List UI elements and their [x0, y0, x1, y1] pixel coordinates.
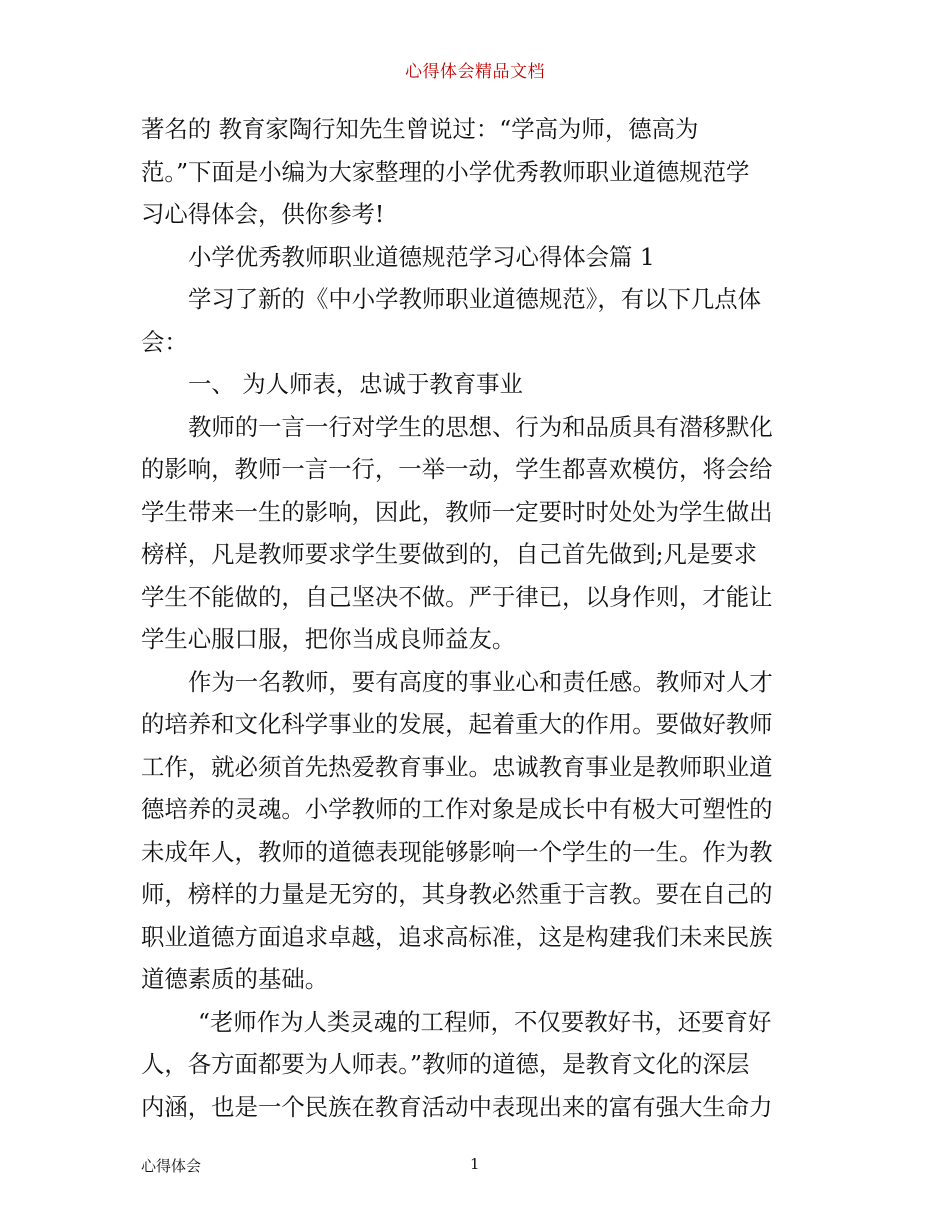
section-title: 小学优秀教师职业道德规范学习心得体会篇 1 — [188, 242, 655, 271]
body-line: 人，各方面都要为人师表。”教师的道德，是教育文化的深层 — [141, 1050, 750, 1078]
body-line: 范。”下面是小编为大家整理的小学优秀教师职业道德规范学 — [141, 157, 750, 186]
body-line: 的影响，教师一言一行，一举一动，学生都喜欢模仿，将会给 — [141, 455, 773, 483]
body-line: 德培养的灵魂。小学教师的工作对象是成长中有极大可塑性的 — [141, 795, 773, 823]
body-line: 习心得体会，供你参考! — [141, 200, 385, 228]
body-line: 未成年人，教师的道德表现能够影响一个学生的一生。作为教 — [141, 837, 773, 866]
body-line: 会： — [141, 327, 188, 356]
body-line: 学生不能做的，自己坚决不做。严于律已，以身作则，才能让 — [141, 582, 773, 611]
body-line: 榜样，凡是教师要求学生要做到的，自己首先做到;凡是要求 — [141, 540, 758, 568]
body-line: 道德素质的基础。 — [141, 965, 329, 993]
footer-label: 心得体会 — [141, 1157, 202, 1175]
body-line: 教师的一言一行对学生的思想、行为和品质具有潜移默化 — [188, 412, 773, 441]
body-line: 的培养和文化科学事业的发展，起着重大的作用。要做好教师 — [141, 710, 773, 738]
body-line: 内涵，也是一个民族在教育活动中表现出来的富有强大生命力 — [141, 1092, 773, 1121]
body-line: “老师作为人类灵魂的工程师，不仅要教好书，还要育好 — [198, 1007, 772, 1036]
page-number: 1 — [470, 1155, 480, 1173]
body-line: 学生带来一生的影响，因此，教师一定要时时处处为学生做出 — [141, 497, 773, 526]
body-line: 作为一名教师，要有高度的事业心和责任感。教师对人才 — [188, 667, 773, 696]
body-line: 著名的 教育家陶行知先生曾说过：“学高为师，德高为 — [141, 115, 699, 143]
body-line: 职业道德方面追求卓越，追求高标准，这是构建我们未来民族 — [141, 922, 773, 951]
page-header-title: 心得体会精品文档 — [405, 62, 545, 82]
body-line: 学生心服口服，把你当成良师益友。 — [141, 625, 516, 653]
body-line: 工作，就必须首先热爱教育事业。忠诚教育事业是教师职业道 — [141, 752, 773, 781]
body-line: 师，榜样的力量是无穷的，其身教必然重于言教。要在自己的 — [141, 880, 773, 908]
subsection-heading: 一、 为人师表，忠诚于教育事业 — [188, 370, 523, 398]
document-body — [141, 108, 813, 1128]
body-line: 学习了新的《中小学教师职业道德规范》，有以下几点体 — [188, 285, 762, 313]
